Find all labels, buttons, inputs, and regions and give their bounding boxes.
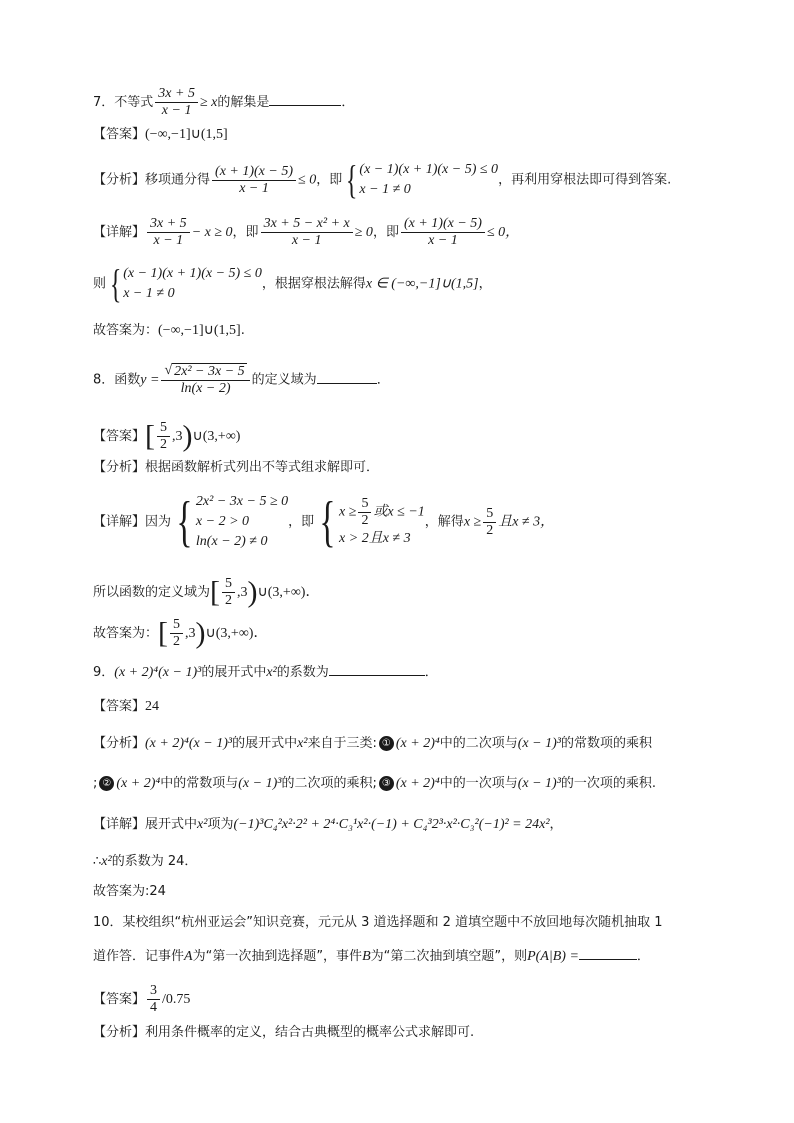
q7-analysis-den: x − 1 bbox=[239, 180, 269, 196]
q7-stem-num: 3x + 5 bbox=[155, 86, 198, 103]
q7-detail-t2: ，即 bbox=[232, 225, 259, 240]
q10-stem-line1 bbox=[93, 913, 663, 933]
circled-one-icon: ① bbox=[379, 736, 394, 751]
q9-a7: (x − 1)³ bbox=[517, 736, 561, 751]
detail-label: 【详解】 bbox=[93, 225, 146, 240]
q7-stem-fraction bbox=[155, 86, 198, 119]
q7-then-end: ， bbox=[478, 276, 492, 292]
q7-final-value: (−∞,−1]∪(1,5] bbox=[158, 323, 241, 338]
q9-b6: 中的一次项与 bbox=[439, 776, 518, 791]
q7-detail-num1: 3x + 5 bbox=[147, 216, 190, 233]
q7-stem-suffix: 的解集是 bbox=[217, 95, 270, 110]
q7-analysis-sys2: x − 1 ≠ 0 bbox=[359, 182, 411, 197]
q7-analysis-fraction bbox=[212, 164, 296, 197]
q9-a3: x² bbox=[297, 736, 308, 751]
q8-analysis-text: 根据函数解析式列出不等式组求解即可． bbox=[145, 460, 380, 475]
q7-detail-den3: x − 1 bbox=[428, 233, 458, 248]
q9-coef-text: 的系数为 24． bbox=[111, 854, 198, 869]
q9-b2: 中的常数项与 bbox=[160, 776, 239, 791]
q8-detail-sys1: 2x² − 3x − 5 ≥ 0 bbox=[195, 494, 289, 509]
q8-detail-sys3: ln(x − 2) ≠ 0 bbox=[195, 534, 268, 549]
q8-stem-y: y = bbox=[140, 372, 160, 388]
q7-stem: 7．不等式 $\frac{3x + 5}{x - 1}$ ≥ x的解集是 ． bbox=[93, 86, 355, 118]
q10-line2-prefix: 道作答．记事件 bbox=[93, 949, 185, 964]
q9-coef-x2: x² bbox=[101, 854, 112, 869]
q10-line2-mid2: 为“第二次抽到填空题”，则 bbox=[370, 949, 528, 964]
q7-analysis-p2: ，即 bbox=[316, 172, 343, 188]
q7-answer-value: (−∞,−1]∪(1,5] bbox=[145, 127, 228, 142]
q9-detail-x2: x² bbox=[197, 817, 208, 832]
q7-analysis-system: { (x − 1)(x + 1)(x − 5) ≤ 0 x − 1 ≠ 0 bbox=[346, 157, 499, 202]
q8-stem-num: 2x² − 3x − 5 bbox=[174, 364, 245, 379]
q10-answer-den: 4 bbox=[150, 1000, 158, 1015]
q8-final-num: 5 bbox=[170, 617, 183, 634]
q7-detail-num3: (x + 1)(x − 5) bbox=[401, 216, 485, 233]
q9-detail-p2: 项为 bbox=[207, 817, 234, 832]
q8-final-prefix: 故答案为： bbox=[93, 626, 159, 641]
q8-final: 故答案为：[ $\frac{5}{2}$ ,3)∪(3,+∞)． bbox=[93, 616, 268, 650]
q8-detail-r1num: 5 bbox=[358, 496, 371, 513]
q7-detail-den1: x − 1 bbox=[153, 233, 184, 248]
q8-domain-tail: ∪(3,+∞)． bbox=[257, 585, 320, 600]
q7-analysis-ineq: ≤ 0 bbox=[298, 172, 317, 188]
q8-answer-mid: ,3 bbox=[172, 429, 183, 444]
q7-answer bbox=[93, 125, 228, 145]
q9-stem-x2: x² bbox=[266, 665, 277, 680]
q10-answer-alt: /0.75 bbox=[162, 992, 191, 1007]
q8-answer-blank bbox=[317, 369, 377, 384]
q7-then-result: x ∈ (−∞,−1]∪(1,5] bbox=[365, 276, 479, 292]
q8-stem-prefix: 8．函数 bbox=[93, 372, 141, 388]
q7-final-prefix: 故答案为： bbox=[93, 323, 159, 338]
q8-detail-sys2: x − 2 > 0 bbox=[195, 514, 250, 529]
q10-event-b: B bbox=[362, 949, 371, 964]
q8-stem: 8．函数y = √ 2x² − 3x − 5 ln(x − 2) 的定义域为 ． bbox=[93, 363, 390, 396]
q10-answer-blank bbox=[579, 945, 637, 960]
q9-b4: 的二次项的乘积; bbox=[281, 776, 377, 791]
circled-two-icon: ② bbox=[99, 776, 114, 791]
q9-detail-end: ， bbox=[549, 817, 563, 832]
q8-detail-because: 因为 bbox=[145, 514, 172, 530]
q9-b3: (x − 1)³ bbox=[238, 776, 282, 791]
q8-detail-sden: 2 bbox=[486, 522, 494, 538]
q7-then-sys1: (x − 1)(x + 1)(x − 5) ≤ 0 bbox=[123, 266, 262, 281]
q8-final-tail: ∪(3,+∞)． bbox=[205, 626, 268, 641]
q10-prob: P(A|B) = bbox=[527, 949, 579, 964]
q9-b8: 的一次项的乘积. bbox=[560, 776, 657, 791]
q8-detail-r1den: 2 bbox=[361, 512, 369, 528]
detail-label: 【详解】 bbox=[93, 514, 146, 530]
q7-detail-num2: 3x + 5 − x² + x bbox=[261, 216, 353, 233]
q7-analysis-p3: ，再利用穿根法即可得到答案. bbox=[498, 172, 672, 188]
q9-a2: 的展开式中 bbox=[232, 736, 298, 751]
q7-analysis-num: (x + 1)(x − 5) bbox=[212, 164, 296, 181]
q10-stem-line2: 道作答．记事件A为“第一次抽到选择题”，事件B为“第二次抽到填空题”，则P(A|B) = ． bbox=[93, 945, 650, 967]
q9-final bbox=[93, 882, 166, 902]
q7-then-prefix: 则 bbox=[93, 276, 107, 292]
q7-analysis bbox=[93, 157, 672, 202]
q8-detail-snum: 5 bbox=[483, 506, 496, 523]
q8-final-mid: ,3 bbox=[185, 626, 196, 641]
analysis-label: 【分析】 bbox=[93, 172, 146, 188]
q10-answer-num: 3 bbox=[147, 983, 160, 1000]
analysis-label: 【分析】 bbox=[93, 460, 146, 475]
answer-label: 【答案】 bbox=[93, 992, 146, 1007]
q7-stem-den: x − 1 bbox=[161, 103, 192, 118]
q10-answer bbox=[93, 983, 190, 1016]
q8-answer-tail: ∪(3,+∞) bbox=[192, 429, 241, 444]
q7-final bbox=[93, 321, 245, 341]
q8-detail-r1a: x ≥ bbox=[339, 504, 357, 520]
answer-label: 【答案】 bbox=[93, 127, 146, 142]
q10-line2-mid1: 为“第一次抽到选择题”，事件 bbox=[192, 949, 363, 964]
answer-label: 【答案】 bbox=[93, 429, 146, 444]
answer-label: 【答案】 bbox=[93, 699, 146, 714]
q10-event-a: A bbox=[184, 949, 193, 964]
q9-b5: (x + 2)⁴ bbox=[395, 776, 440, 791]
circled-three-icon: ③ bbox=[379, 776, 394, 791]
q7-detail-t3: ≥ 0 bbox=[354, 225, 373, 240]
q9-detail-p1: 展开式中 bbox=[145, 817, 198, 832]
detail-label: 【详解】 bbox=[93, 817, 146, 832]
q7-detail-t5: ≤ 0， bbox=[486, 225, 520, 240]
q8-detail-s1: x ≥ bbox=[463, 514, 482, 530]
q7-analysis-sys1: (x − 1)(x + 1)(x − 5) ≤ 0 bbox=[359, 162, 499, 177]
q9-analysis-line2 bbox=[93, 774, 656, 794]
q8-answer: 【答案】[ $\frac{5}{2}$ ,3)∪(3,+∞) bbox=[93, 419, 241, 453]
q9-a8: 的常数项的乘积 bbox=[560, 736, 652, 751]
q9-answer bbox=[93, 697, 159, 717]
q8-answer-num: 5 bbox=[157, 420, 170, 437]
q8-stem-fraction: √ 2x² − 3x − 5 ln(x − 2) bbox=[161, 363, 249, 397]
q9-analysis-line1 bbox=[93, 734, 652, 754]
q10-line1: 10．某校组织“杭州亚运会”知识竞赛，元元从 3 道选择题和 2 道填空题中不放回地每次随机抽取 1 bbox=[93, 915, 663, 930]
q8-final-den: 2 bbox=[173, 634, 181, 649]
q8-detail-s2: 且x ≠ 3， bbox=[498, 514, 555, 530]
q9-stem-suffix: 的展开式中 bbox=[201, 665, 267, 680]
q7-detail-den2: x − 1 bbox=[291, 233, 322, 248]
q8-detail: 【详解】因为 { 2x² − 3x − 5 ≥ 0 x − 2 > 0 ln(x − 2) ≠ 0 ，即 { x ≥ $\frac{5}{2}$ 或x ≤ −1 x > 2且x ≠ 3 ，解得x ≥ $\frac{5}{2}$ 且x ≠ 3， bbox=[93, 491, 555, 553]
q10-analysis bbox=[93, 1023, 474, 1043]
q9-b0: ; bbox=[93, 776, 98, 791]
q7-answer-blank bbox=[269, 91, 341, 106]
analysis-label: 【分析】 bbox=[93, 736, 146, 751]
q9-a4: 来自于三类: bbox=[307, 736, 377, 751]
q9-b1: (x + 2)⁴ bbox=[116, 776, 161, 791]
q9-a1: (x + 2)⁴(x − 1)³ bbox=[145, 736, 233, 751]
q9-stem: 9．(x + 2)⁴(x − 1)³的展开式中x²的系数为 ． bbox=[93, 661, 438, 683]
q8-detail-then: ，即 bbox=[288, 514, 315, 530]
q9-stem-prefix: 9． bbox=[93, 665, 115, 680]
q9-detail bbox=[93, 815, 563, 835]
q7-detail bbox=[93, 216, 519, 249]
q9-stem-expr: (x + 2)⁴(x − 1)³ bbox=[114, 665, 202, 680]
q8-domain-prefix: 所以函数的定义域为 bbox=[93, 585, 211, 600]
q9-answer-blank bbox=[329, 661, 425, 676]
q8-stem-den: ln(x − 2) bbox=[180, 381, 231, 396]
q8-domain-den: 2 bbox=[225, 593, 233, 608]
analysis-label: 【分析】 bbox=[93, 1025, 146, 1040]
q9-detail-expr: (−1)³C₄²x²·2² + 2⁴·C₃¹x²·(−1) + C₄³2³·x²·C₃²(−1)² = 24x² bbox=[233, 817, 550, 832]
q8-domain: 所以函数的定义域为[ $\frac{5}{2}$ ,3)∪(3,+∞)． bbox=[93, 575, 320, 609]
q9-a5: (x + 2)⁴ bbox=[395, 736, 440, 751]
q8-detail-solve: ，解得 bbox=[424, 514, 464, 530]
q8-stem-suffix: 的定义域为 bbox=[251, 372, 317, 388]
q8-domain-num: 5 bbox=[222, 576, 235, 593]
q9-coef bbox=[93, 852, 197, 872]
q8-analysis bbox=[93, 458, 379, 478]
q9-a6: 中的二次项与 bbox=[439, 736, 518, 751]
q9-b7: (x − 1)³ bbox=[517, 776, 561, 791]
q9-answer-value: 24 bbox=[145, 699, 160, 714]
q7-then-suffix: ，根据穿根法解得 bbox=[261, 276, 366, 292]
q7-then-sys2: x − 1 ≠ 0 bbox=[123, 286, 175, 301]
q8-answer-den: 2 bbox=[160, 437, 168, 452]
q10-analysis-text: 利用条件概率的定义，结合古典概型的概率公式求解即可. bbox=[145, 1025, 475, 1040]
q8-domain-mid: ,3 bbox=[237, 585, 248, 600]
q7-stem-ineq: ≥ x bbox=[199, 95, 218, 110]
q9-coef-prefix: ∴ bbox=[93, 854, 102, 869]
q9-final-text: 故答案为:24 bbox=[93, 884, 166, 899]
q7-detail-t1: − x ≥ 0 bbox=[191, 225, 233, 240]
q7-detail-t4: ，即 bbox=[372, 225, 399, 240]
q7-stem-prefix: 7．不等式 bbox=[93, 95, 154, 110]
q8-detail-r1b: 或x ≤ −1 bbox=[373, 504, 425, 520]
q7-final-end: . bbox=[240, 323, 245, 338]
q7-analysis-p1: 移项通分得 bbox=[145, 172, 211, 188]
q8-detail-r2: x > 2且x ≠ 3 bbox=[339, 530, 411, 546]
q9-stem-end: 的系数为 bbox=[276, 665, 329, 680]
q7-then: 则 { (x − 1)(x + 1)(x − 5) ≤ 0 x − 1 ≠ 0 ，根据穿根法解得x ∈ (−∞,−1]∪(1,5]， bbox=[93, 261, 492, 306]
